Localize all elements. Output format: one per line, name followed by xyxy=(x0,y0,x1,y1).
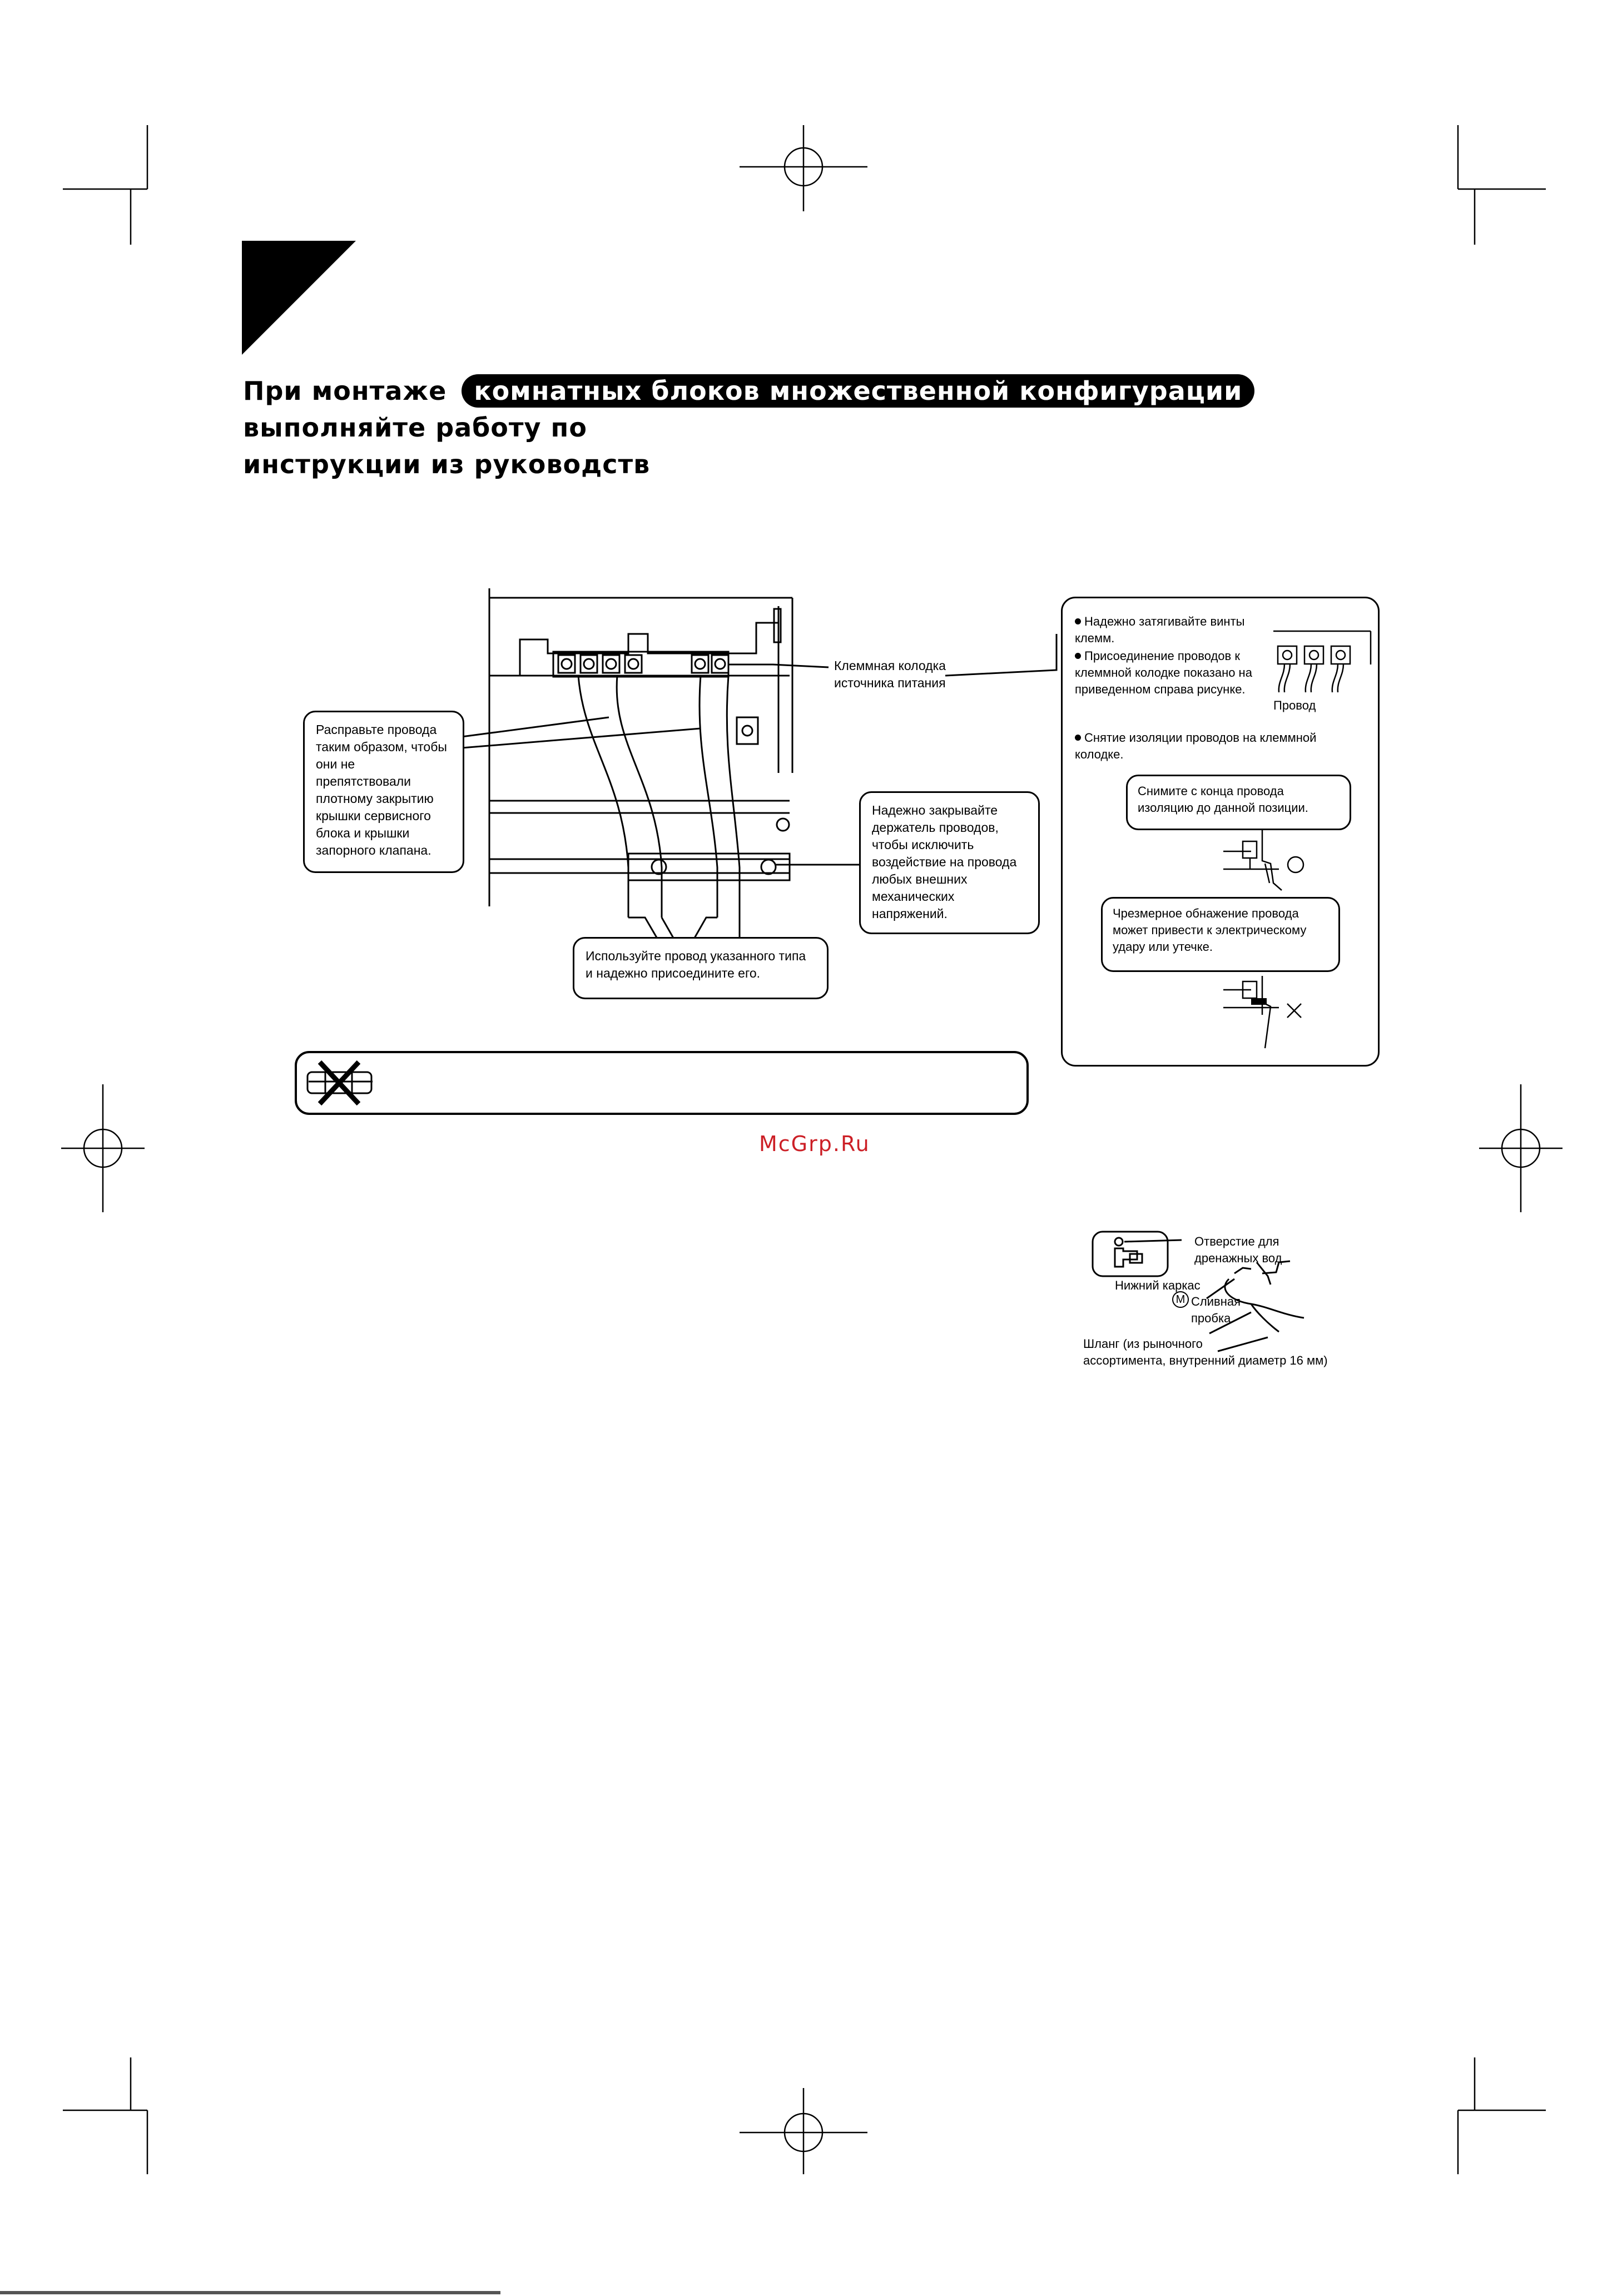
lower-frame-label: Нижний каркас xyxy=(1115,1278,1201,1292)
heading-line2: инструкции из руководств xyxy=(243,449,651,479)
callout-wire-holder xyxy=(859,791,1040,934)
drain-plug-label-1: Сливная xyxy=(1191,1295,1241,1308)
callout-holder-text: Надежно закрывайте держатель проводов, чтобы исключить воздействие на провода любых внешних механических напряжений. xyxy=(872,803,1017,921)
callout-wire-type xyxy=(573,937,829,999)
drain-plug-marker: M xyxy=(1172,1291,1189,1308)
callout-overstrip xyxy=(1101,897,1340,972)
bullet-connection xyxy=(1075,648,1264,698)
drain-plug-label-2: пробка xyxy=(1191,1311,1231,1325)
terminal-screws-figure xyxy=(1262,623,1373,695)
terminal-block-label-line1: Клеммная колодка xyxy=(834,658,946,673)
callout-overstrip-text: Чрезмерное обнажение провода может привести к электрическому удару или утечке. xyxy=(1113,906,1307,954)
wire-label: Провод xyxy=(1273,698,1316,712)
bottom-edge-bar xyxy=(0,2291,500,2294)
hose-label-1: Шланг (из рыночного xyxy=(1083,1337,1203,1351)
bullet-dot xyxy=(1075,735,1081,741)
heading-highlight: комнатных блоков множественной конфигурации xyxy=(462,374,1254,408)
terminal-block-label-line2: источника питания xyxy=(834,676,946,690)
drain-hole-label-2: дренажных вод xyxy=(1194,1251,1282,1265)
terminal-block-label xyxy=(834,657,946,692)
drain-hole-label-1: Отверстие для xyxy=(1194,1234,1279,1248)
callout-strip xyxy=(1126,775,1351,830)
bullet-connection-text: Присоединение проводов к клеммной колодке показано на приведенном справа рисунке. xyxy=(1075,649,1252,696)
bullet-dot xyxy=(1075,653,1081,659)
drain-hole-label xyxy=(1194,1233,1282,1267)
bullet-tighten-text: Надежно затягивайте винты клемм. xyxy=(1075,614,1245,645)
bullet-dot xyxy=(1075,618,1081,624)
heading-prefix: При монтаже xyxy=(243,376,447,406)
strip-bad-figure xyxy=(1218,976,1329,1059)
heading-suffix: выполняйте работу по xyxy=(243,413,587,443)
callout-wire-text: Используйте провод указанного типа и надежно присоедините его. xyxy=(586,949,806,980)
drain-plug-label xyxy=(1191,1293,1241,1327)
bullet-strip xyxy=(1075,730,1364,763)
hose-label xyxy=(1083,1336,1328,1369)
no-splice-icon xyxy=(303,1057,378,1109)
warning-box xyxy=(295,1051,1029,1115)
watermark: McGrp.Ru xyxy=(759,1132,870,1156)
bullet-tighten xyxy=(1075,613,1253,647)
hose-label-2: ассортимента, внутренний диаметр 16 мм) xyxy=(1083,1353,1328,1367)
callout-strip-text: Снимите с конца провода изоляцию до данной позиции. xyxy=(1138,784,1308,815)
bullet-strip-text: Снятие изоляции проводов на клеммной колодке. xyxy=(1075,731,1317,761)
callout-spread-text: Расправьте провода таким образом, чтобы они не препятствовали плотному закрытию крышки сервисного блока и крышки запорного клапана. xyxy=(316,722,447,857)
strip-ok-figure xyxy=(1218,830,1329,902)
callout-spread-wires xyxy=(303,711,464,873)
